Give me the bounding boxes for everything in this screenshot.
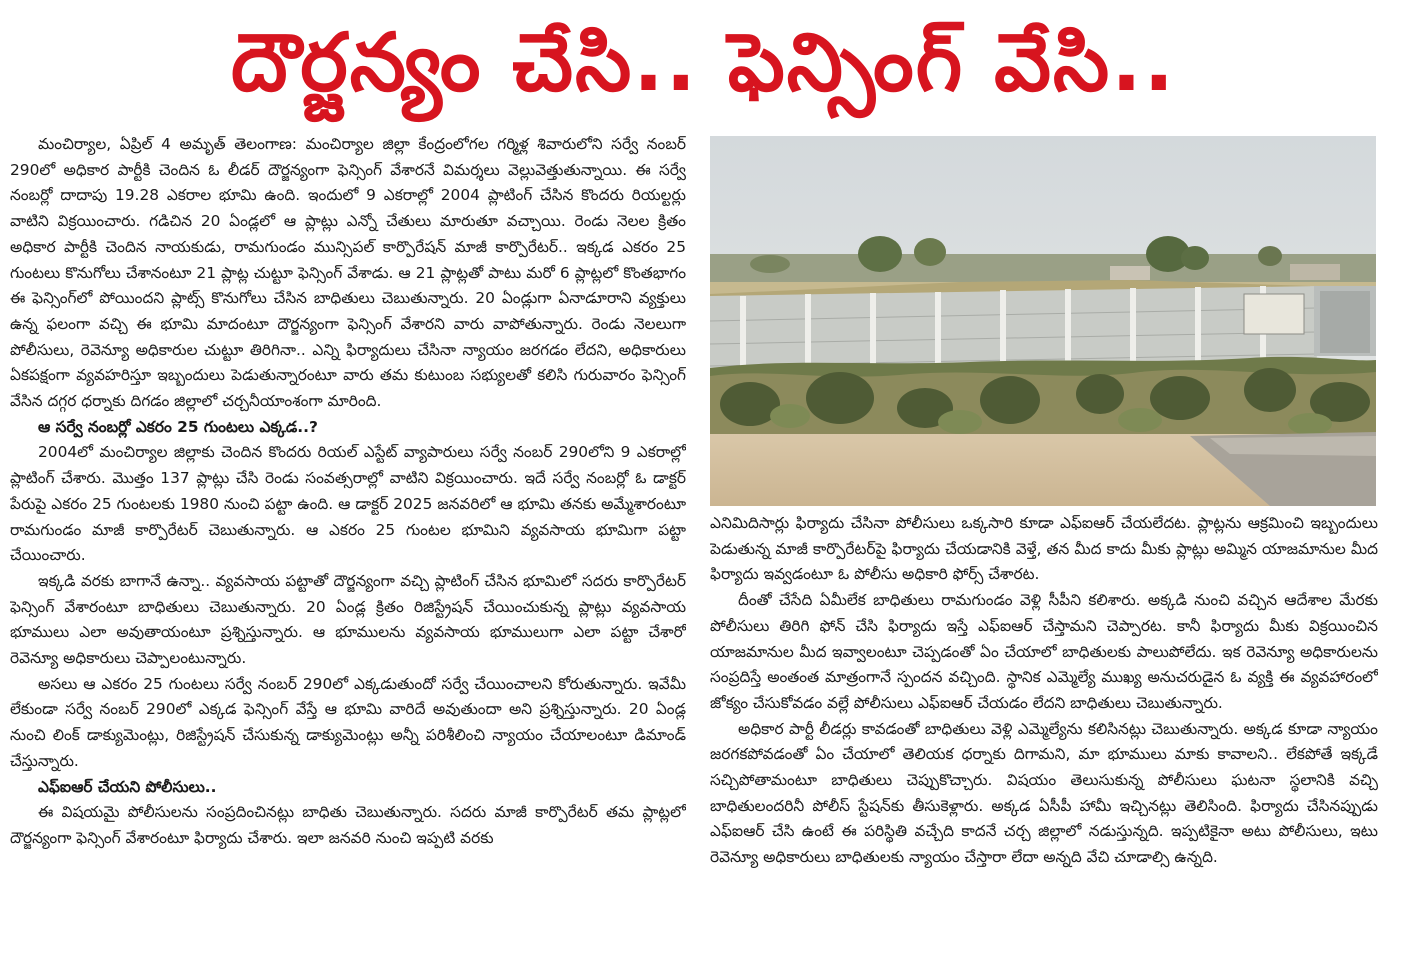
paragraph: 2004లో మంచిర్యాల జిల్లాకు చెందిన కొందరు రియల్ ఎస్టేట్ వ్యాపారులు సర్వే నంబర్ 290లోని 9 ఎకరాల్లో ప్లాటింగ్ చేశారు. మొత్తం 137 ప్లాట్లు చేసి రెండు సంవత్సరాల్లో వాటిని విక్రయించారు. ఇదే సర్వే నంబర్లో ఓ డాక్టర్ పేరుపై ఎకరం 25 గుంటలకు 1980 నుంచి పట్టా ఉంది. ఆ డాక్టర్ 2025 జనవరిలో ఆ భూమి తనకు అమ్మేశారంటూ రామగుండం మాజీ కార్పొరేటర్ చెబుతున్నారు. ఆ ఎకరం 25 గుంటల భూమిని వ్యవసాయ భూమిగా పట్టా చేయించారు. [10, 443, 686, 565]
news-photo-fenced-land [710, 136, 1376, 506]
subheading: ఆ సర్వే నంబర్లో ఎకరం 25 గుంటలు ఎక్కడ..? [38, 417, 318, 436]
paragraph: మంచిర్యాల, ఏప్రిల్ 4 అమృత్ తెలంగాణ: మంచిర్యాల జిల్లా కేంద్రంలోగల గర్మిళ్ల శివారులోని సర్వే నంబర్ 290లో అధికార పార్టీకి చెందిన ఓ లీడర్ దౌర్జన్యంగా ఫెన్సింగ్ వేశారనే విమర్శలు వెల్లువెత్తుతున్నాయి. ఈ సర్వే నంబర్లో దాదాపు 19.28 ఎకరాల భూమి ఉంది. ఇందులో 9 ఎకరాల్లో 2004 ప్లాటింగ్ చేసిన కొందరు రియల్టర్లు వాటిని విక్రయించారు. గడిచిన 20 ఏండ్లలో ఆ ప్లాట్లు ఎన్నో చేతులు మారుతూ వచ్చాయి. రెండు నెలల క్రితం అధికార పార్టీకి చెందిన నాయకుడు, రామగుండం మున్సిపల్ కార్పొరేషన్ మాజీ కార్పొరేటర్.. ఇక్కడ ఎకరం 25 గుంటలు కొనుగోలు చేశానంటూ 21 ప్లాట్ల చుట్టూ ఫెన్సింగ్ వేశాడు. ఆ 21 ప్లాట్లతో పాటు మరో 6 ప్లాట్లలో కొంతభాగం ఈ ఫెన్సింగ్‌లో పోయిందని ప్లాట్స్ కొనుగోలు చేసిన బాధితులు చెబుతున్నారు. 20 ఏండ్లుగా ఏనాడూరాని వ్యక్తులు ఉన్న ఫలంగా వచ్చి ఈ భూమి మాదంటూ దౌర్జన్యంగా ఫెన్సింగ్ వేశారని వారు వాపోతున్నారు. రెండు నెలలుగా పోలీసులు, రెవెన్యూ అధికారుల చుట్టూ తిరిగినా.. ఎన్ని ఫిర్యాదులు చేసినా న్యాయం జరగడం లేదని, అధికారులు ఏకపక్షంగా వ్యవహరిస్తూ ఇబ్బందులు పెడుతున్నారంటూ వారు తమ కుటుంబ సభ్యులతో కలిసి గురువారం ఫెన్సింగ్ వేసిన దగ్గర ధర్నాకు దిగడం జిల్లాలో చర్చనీయాంశంగా మారింది. [10, 135, 686, 411]
paragraph: అధికార పార్టీ లీడర్లు కావడంతో బాధితులు వెళ్లి ఎమ్మెల్యేను కలిసినట్లు చెబుతున్నారు. అక్కడ కూడా న్యాయం జరగకపోవడంతో ఏం చేయాలో తెలియక ధర్నాకు దిగామని, మా భూములు మాకు కావాలని.. లేకపోతే ఇక్కడే సచ్చిపోతామంటూ బాధితులు చెప్పుకొచ్చారు. విషయం తెలుసుకున్న పోలీసులు ఘటనా స్థలానికి వచ్చి బాధితులందరినీ పోలీస్ స్టేషన్‌కు తీసుకెళ్లారు. అక్కడ ఏసీపీ హామీ ఇచ్చినట్లు తెలిసింది. ఫిర్యాదు చేసినప్పుడు ఎఫ్ఐఆర్ చేసి ఉంటే ఈ పరిస్థితి వచ్చేది కాదనే చర్చ జిల్లాలో నడుస్తున్నది. ఇప్పటికైనా అటు పోలీసులు, ఇటు రెవెన్యూ అధికారులు బాధితులకు న్యాయం చేస్తారా లేదా అన్నది వేచి చూడాల్సి ఉన్నది. [710, 719, 1378, 867]
paragraph: ఇక్కడి వరకు బాగానే ఉన్నా.. వ్యవసాయ పట్టాతో దౌర్జన్యంగా వచ్చి ప్లాటింగ్ చేసిన భూమిలో సదరు కార్పొరేటర్ ఫెన్సింగ్ వేశారంటూ బాధితులు చెబుతున్నారు. 20 ఏండ్ల క్రితం రిజిస్ట్రేషన్ చేయించుకున్న ప్లాట్లు వ్యవసాయ భూములు ఎలా అవుతాయంటూ ప్రశ్నిస్తున్నారు. ఆ భూములను వ్యవసాయ భూములుగా ఎలా పట్టా చేశారో రెవెన్యూ అధికారులు చెప్పాలంటున్నారు. [10, 571, 686, 668]
paragraph: ఈ విషయమై పోలీసులను సంప్రదించినట్లు బాధితు చెబుతున్నారు. సదరు మాజీ కార్పొరేటర్ తమ ప్లాట్లలో దౌర్జన్యంగా ఫెన్సింగ్ వేశారంటూ ఫిర్యాదు చేశారు. ఇలా జనవరి నుంచి ఇప్పటి వరకు [10, 803, 686, 847]
paragraph: ఎనిమిదిసార్లు ఫిర్యాదు చేసినా పోలీసులు ఒక్కసారి కూడా ఎఫ్ఐఆర్ చేయలేదట. ప్లాట్లను ఆక్రమించి ఇబ్బందులు పెడుతున్న మాజీ కార్పొరేటర్‌పై ఫిర్యాదు చేయడానికి వెళ్తే, తన మీద కాదు మీకు ప్లాట్లు అమ్మిన యాజమానుల మీద ఫిర్యాదు ఇవ్వడంటూ ఓ పోలీసు అధికారి ఫోర్స్ చేశారట. [710, 514, 1378, 584]
article-right-column [710, 511, 1378, 980]
paragraph: అసలు ఆ ఎకరం 25 గుంటలు సర్వే నంబర్ 290లో ఎక్కడుతుందో సర్వే చేయించాలని కోరుతున్నారు. ఇవేమీ లేకుండా సర్వే నంబర్ 290లో ఎక్కడ ఫెన్సింగ్ వేస్తే ఆ భూమి వారిదే అవుతుందా అని ప్రశ్నిస్తున్నారు. 20 ఏండ్ల నుంచి లింక్ డాక్యుమెంట్లు, రిజిస్ట్రేషన్ చేసుకున్న డాక్యుమెంట్లు అన్నీ పరిశీలించి న్యాయం చేయాలంటూ డిమాండ్ చేస్తున్నారు. [10, 674, 686, 770]
subheading: ఎఫ్ఐఆర్ చేయని పోలీసులు.. [38, 777, 217, 796]
headline: దౌర్జన్యం చేసి.. ఫెన్సింగ్ వేసి.. [231, 16, 1176, 109]
paragraph: దీంతో చేసేది ఏమీలేక బాధితులు రామగుండం వెళ్లి సీపీని కలిశారు. అక్కడి నుంచి వచ్చిన ఆదేశాల మేరకు పోలీసులు తిరిగి ఫోన్ చేసి ఫిర్యాదు ఇస్తే ఎఫ్ఐఆర్ చేస్తామని చెప్పారట. కానీ ఫిర్యాదు మీకు విక్రయించిన యాజమానుల మీద ఇవ్వాలంటూ చెప్పడంతో ఏం చేయాలో బాధితులకు పాలుపోలేదు. ఇక రెవెన్యూ అధికారులను సంప్రదిస్తే అంతంత మాత్రంగానే స్పందన వచ్చింది. స్థానిక ఎమ్మెల్యే ముఖ్య అనుచరుడైన ఓ వ్యక్తి ఈ వ్యవహారంలో జోక్యం చేసుకోవడం వల్లే పోలీసులు ఎఫ్ఐఆర్ చేయడం లేదని బాధితులు చెబుతున్నారు. [710, 591, 1378, 712]
article-left-column [10, 132, 686, 980]
